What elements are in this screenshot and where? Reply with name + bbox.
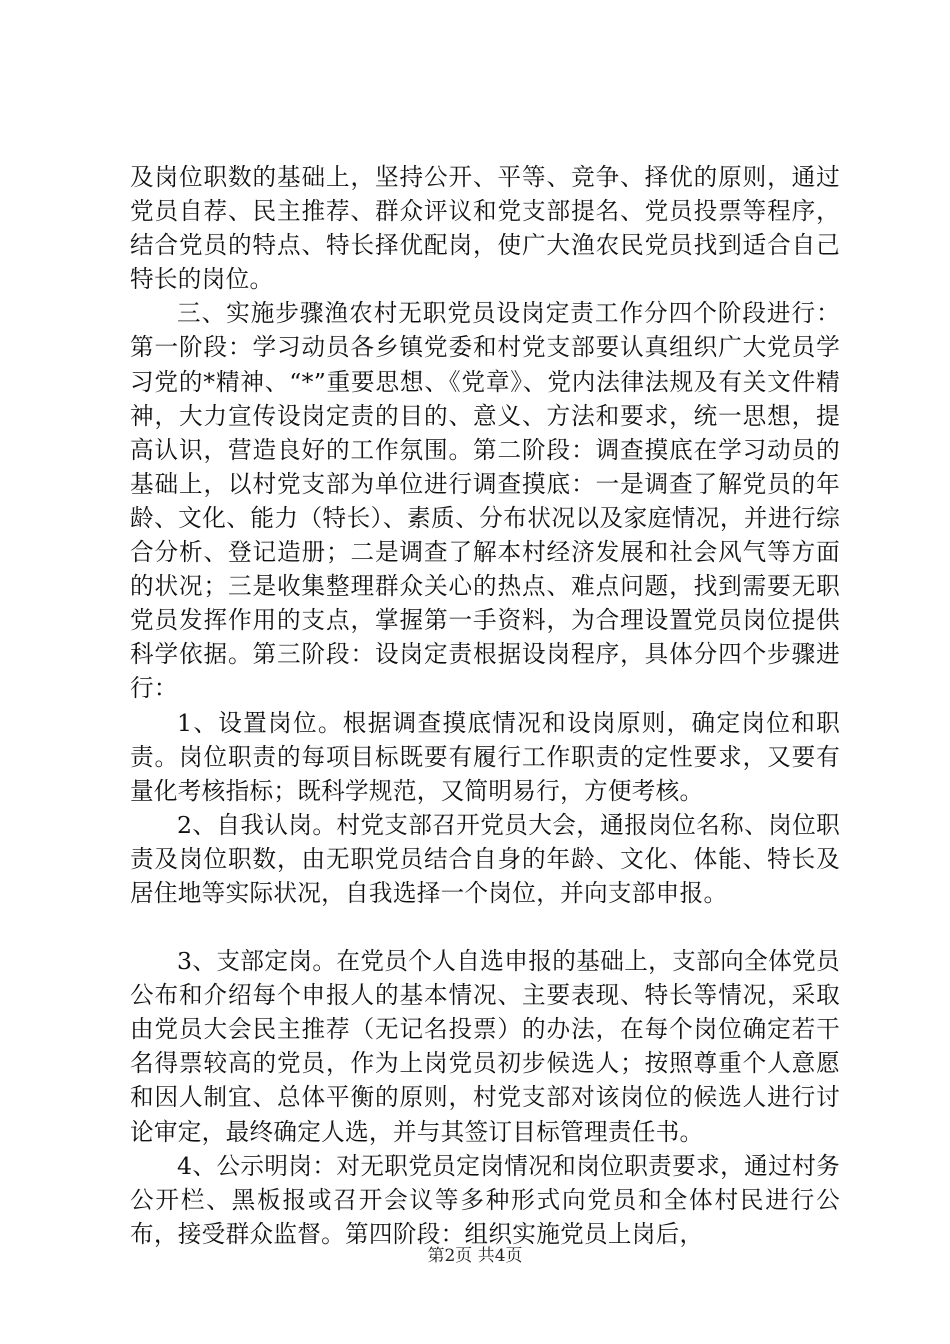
page-number-footer: 第2页 共4页	[427, 1246, 523, 1266]
paragraph-6: 4、公示明岗：对无职党员定岗情况和岗位职责要求，通过村务公开栏、黑板报或召开会议等多种形式向党员和全体村民进行公布，接受群众监督。第四阶段：组织实施党员上岗后，	[130, 1151, 840, 1248]
paragraph-spacer	[130, 910, 840, 944]
paragraph-5: 3、支部定岗。在党员个人自选申报的基础上，支部向全体党员公布和介绍每个申报人的基本情况、主要表现、特长等情况，采取由党员大会民主推荐（无记名投票）的办法，在每个岗位确定若干名得票较高的党员，作为上岗党员初步候选人；按照尊重个人意愿和因人制宜、总体平衡的原则，村党支部对该岗位的候选人进行讨论审定，最终确定人选，并与其签订目标管理责任书。	[130, 947, 840, 1146]
paragraph-4: 2、自我认岗。村党支部召开党员大会，通报岗位名称、岗位职责及岗位职数，由无职党员结合自身的年龄、文化、体能、特长及居住地等实际状况，自我选择一个岗位，并向支部申报。	[130, 810, 840, 907]
paragraph-2: 三、实施步骤渔农村无职党员设岗定责工作分四个阶段进行：第一阶段：学习动员各乡镇党委和村党支部要认真组织广大党员学习党的*精神、“*”重要思想、《党章》、党内法律法规及有关文件精神，大力宣传设岗定责的目的、意义、方法和要求，统一思想，提高认识，营造良好的工作氛围。第二阶段：调查摸底在学习动员的基础上，以村党支部为单位进行调查摸底：一是调查了解党员的年龄、文化、能力（特长）、素质、分布状况以及家庭情况，并进行综合分析、登记造册；二是调查了解本村经济发展和社会风气等方面的状况；三是收集整理群众关心的热点、难点问题，找到需要无职党员发挥作用的支点，掌握第一手资料，为合理设置党员岗位提供科学依据。第三阶段：设岗定责根据设岗程序，具体分四个步骤进行：	[130, 299, 840, 703]
paragraph-1: 及岗位职数的基础上，坚持公开、平等、竞争、择优的原则，通过党员自荐、民主推荐、群众评议和党支部提名、党员投票等程序，结合党员的特点、特长择优配岗，使广大渔农民党员找到适合自己特长的岗位。	[130, 163, 840, 294]
document-body	[130, 160, 840, 1251]
paragraph-3: 1、设置岗位。根据调查摸底情况和设岗原则，确定岗位和职责。岗位职责的每项目标既要有履行工作职责的定性要求，又要有量化考核指标；既科学规范，又简明易行，方便考核。	[130, 708, 840, 805]
